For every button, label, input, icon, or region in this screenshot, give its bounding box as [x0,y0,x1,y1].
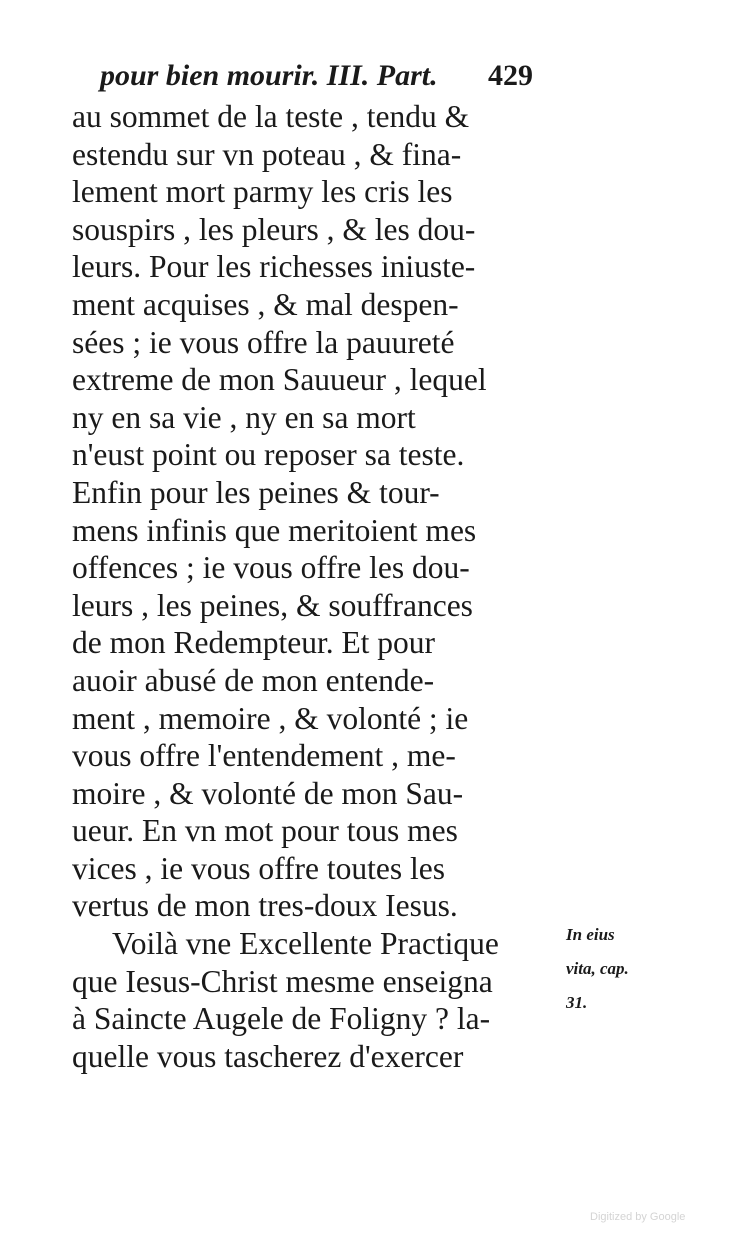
text-line: mens infinis que meritoient mes [72,512,477,548]
text-line: Enfin pour les peines & tour- [72,474,440,510]
running-head-title: pour bien mourir. III. Part. [100,59,438,92]
text-line: souspirs , les pleurs , & les dou- [72,211,476,247]
text-line: n'eust point ou reposer sa teste. [72,437,465,473]
text-line: vices , ie vous offre toutes les [72,850,445,886]
body-text [72,98,572,1075]
text-line: extreme de mon Sauueur , lequel [72,362,487,398]
margin-note-line: 31. [566,993,588,1012]
text-line: offences ; ie vous offre les dou- [72,550,470,586]
margin-note-line: In eius [566,925,615,944]
text-line: ment acquises , & mal despen- [72,286,459,322]
text-line: quelle vous tascherez d'exercer [72,1038,464,1074]
page-number: 429 [488,59,533,92]
paragraph-start-line: Voilà vne Excellente Practique [112,926,499,962]
margin-note [566,918,716,1020]
text-line: vous offre l'entendement , me- [72,738,456,774]
text-line: leurs. Pour les richesses iniuste- [72,249,476,285]
running-head [100,58,580,94]
text-line: moire , & volonté de mon Sau- [72,775,464,811]
text-line: ny en sa vie , ny en sa mort [72,399,416,435]
watermark: Digitized by Google [590,1211,686,1223]
text-line: au sommet de la teste , tendu & [72,99,470,134]
text-line: lement mort parmy les cris les [72,174,453,210]
text-line: ueur. En vn mot pour tous mes [72,813,458,849]
text-line: auoir abusé de mon entende- [72,662,435,698]
text-line: estendu sur vn poteau , & fina- [72,136,462,172]
text-line: à Saincte Augele de Foligny ? la- [72,1001,491,1037]
text-line: vertus de mon tres-doux Iesus. [72,888,458,924]
text-line: que Iesus-Christ mesme enseigna [72,963,493,999]
margin-note-line: vita, cap. [566,959,629,978]
text-line: leurs , les peines, & souffrances [72,587,473,623]
text-line: ment , memoire , & volonté ; ie [72,700,469,736]
text-line: de mon Redempteur. Et pour [72,625,436,661]
text-line: sées ; ie vous offre la pauureté [72,324,455,360]
